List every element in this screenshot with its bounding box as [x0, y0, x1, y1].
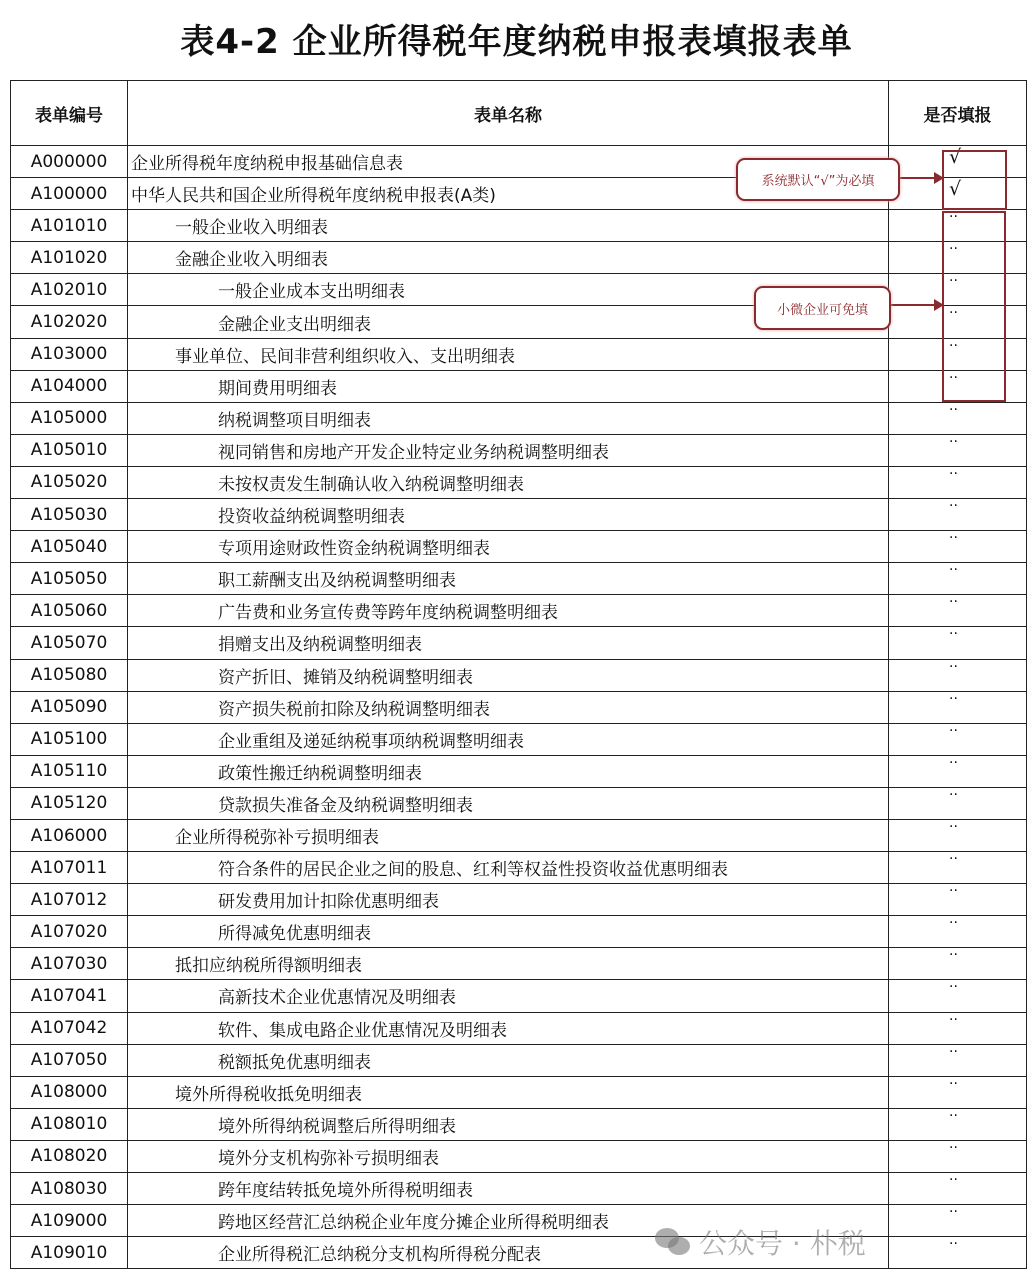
- form-code: A108000: [11, 1076, 128, 1108]
- table-row: [11, 1140, 1027, 1172]
- table-row: [11, 466, 1027, 498]
- form-name: 中华人民共和国企业所得税年度纳税申报表(A类): [128, 178, 889, 210]
- table-row: [11, 1108, 1027, 1140]
- form-name: 符合条件的居民企业之间的股息、红利等权益性投资收益优惠明细表: [128, 852, 889, 884]
- form-name: 资产损失税前扣除及纳税调整明细表: [128, 691, 889, 723]
- required-arrow-icon: [900, 177, 942, 179]
- fill-status: ··: [889, 1173, 1027, 1205]
- form-code: A107042: [11, 1012, 128, 1044]
- form-code: A100000: [11, 178, 128, 210]
- fill-status: ··: [889, 1076, 1027, 1108]
- form-code: A109010: [11, 1237, 128, 1269]
- form-code: A105060: [11, 595, 128, 627]
- fill-status: ··: [889, 884, 1027, 916]
- table-row: [11, 499, 1027, 531]
- form-name: 抵扣应纳税所得额明细表: [128, 948, 889, 980]
- table-row: [11, 819, 1027, 851]
- fill-status: ··: [889, 274, 1027, 306]
- fill-status: ··: [889, 852, 1027, 884]
- form-name: 投资收益纳税调整明细表: [128, 499, 889, 531]
- form-name: 税额抵免优惠明细表: [128, 1044, 889, 1076]
- header-name: 表单名称: [128, 81, 889, 146]
- fill-status: ··: [889, 499, 1027, 531]
- form-name: 研发费用加计扣除优惠明细表: [128, 884, 889, 916]
- fill-status: ··: [889, 466, 1027, 498]
- fill-status: ··: [889, 370, 1027, 402]
- table-row: [11, 402, 1027, 434]
- header-code: 表单编号: [11, 81, 128, 146]
- form-name: 纳税调整项目明细表: [128, 402, 889, 434]
- fill-status: ··: [889, 627, 1027, 659]
- form-name: 软件、集成电路企业优惠情况及明细表: [128, 1012, 889, 1044]
- table-row: [11, 787, 1027, 819]
- form-name: 专项用途财政性资金纳税调整明细表: [128, 531, 889, 563]
- table-row: [11, 1044, 1027, 1076]
- fill-status: ··: [889, 306, 1027, 338]
- form-code: A106000: [11, 819, 128, 851]
- form-name: 企业所得税弥补亏损明细表: [128, 819, 889, 851]
- form-name: 跨年度结转抵免境外所得税明细表: [128, 1173, 889, 1205]
- table-row: [11, 563, 1027, 595]
- form-code: A101020: [11, 242, 128, 274]
- form-name: 企业所得税年度纳税申报基础信息表: [128, 146, 889, 178]
- required-callout: 系统默认“√”为必填: [736, 158, 900, 201]
- form-code: A108020: [11, 1140, 128, 1172]
- exempt-callout: 小微企业可免填: [754, 286, 891, 330]
- fill-status: ··: [889, 659, 1027, 691]
- table-row: [11, 755, 1027, 787]
- form-code: A104000: [11, 370, 128, 402]
- table-row: [11, 434, 1027, 466]
- table-row: [11, 1173, 1027, 1205]
- form-name: 资产折旧、摊销及纳税调整明细表: [128, 659, 889, 691]
- table-row: [11, 1205, 1027, 1237]
- form-code: A105000: [11, 402, 128, 434]
- form-code: A107011: [11, 852, 128, 884]
- fill-status: ··: [889, 531, 1027, 563]
- table-row: [11, 691, 1027, 723]
- form-name: 境外分支机构弥补亏损明细表: [128, 1140, 889, 1172]
- form-name: 职工薪酬支出及纳税调整明细表: [128, 563, 889, 595]
- form-name: 捐赠支出及纳税调整明细表: [128, 627, 889, 659]
- form-name: 期间费用明细表: [128, 370, 889, 402]
- fill-status: ··: [889, 1012, 1027, 1044]
- fill-status: ··: [889, 723, 1027, 755]
- form-code: A105110: [11, 755, 128, 787]
- form-code: A000000: [11, 146, 128, 178]
- table-row: [11, 980, 1027, 1012]
- required-highlight-box: [942, 150, 1007, 210]
- fill-status: √: [889, 146, 1027, 178]
- table-row: [11, 531, 1027, 563]
- exempt-highlight-box: [942, 211, 1006, 402]
- form-name: 事业单位、民间非营利组织收入、支出明细表: [128, 338, 889, 370]
- form-code: A107012: [11, 884, 128, 916]
- fill-status: ··: [889, 210, 1027, 242]
- fill-status: ··: [889, 819, 1027, 851]
- form-name: 跨地区经营汇总纳税企业年度分摊企业所得税明细表: [128, 1205, 889, 1237]
- table-row: [11, 338, 1027, 370]
- form-code: A107041: [11, 980, 128, 1012]
- form-code: A107050: [11, 1044, 128, 1076]
- fill-status: ··: [889, 402, 1027, 434]
- table-row: [11, 595, 1027, 627]
- form-name: 境外所得纳税调整后所得明细表: [128, 1108, 889, 1140]
- fill-status: ··: [889, 242, 1027, 274]
- table-header-row: [11, 81, 1027, 146]
- form-code: A108010: [11, 1108, 128, 1140]
- table-row: [11, 242, 1027, 274]
- form-code: A105050: [11, 563, 128, 595]
- fill-status: ··: [889, 691, 1027, 723]
- form-name: 金融企业支出明细表: [128, 306, 889, 338]
- page-title: 表4-2 企业所得税年度纳税申报表填报表单: [180, 22, 853, 62]
- fill-status: ··: [889, 755, 1027, 787]
- fill-status: ··: [889, 787, 1027, 819]
- form-code: A105100: [11, 723, 128, 755]
- fill-status: ··: [889, 1140, 1027, 1172]
- form-name: 一般企业成本支出明细表: [128, 274, 889, 306]
- table-row: [11, 723, 1027, 755]
- table-row: [11, 916, 1027, 948]
- form-code: A105080: [11, 659, 128, 691]
- form-table: [10, 80, 1027, 1269]
- form-code: A105120: [11, 787, 128, 819]
- exempt-arrow-icon: [891, 304, 942, 306]
- form-name: 视同销售和房地产开发企业特定业务纳税调整明细表: [128, 434, 889, 466]
- form-code: A105070: [11, 627, 128, 659]
- form-name: 未按权责发生制确认收入纳税调整明细表: [128, 466, 889, 498]
- table-row: [11, 1012, 1027, 1044]
- form-code: A105020: [11, 466, 128, 498]
- table-row: [11, 370, 1027, 402]
- watermark-text: 公众号 · 朴税: [699, 1227, 866, 1260]
- table-row: [11, 627, 1027, 659]
- form-code: A109000: [11, 1205, 128, 1237]
- form-name: 政策性搬迁纳税调整明细表: [128, 755, 889, 787]
- form-code: A105090: [11, 691, 128, 723]
- table-row: [11, 659, 1027, 691]
- table-row: [11, 1076, 1027, 1108]
- fill-status: ··: [889, 916, 1027, 948]
- form-name: 企业重组及递延纳税事项纳税调整明细表: [128, 723, 889, 755]
- fill-status: ··: [889, 563, 1027, 595]
- form-name: 所得减免优惠明细表: [128, 916, 889, 948]
- form-name: 金融企业收入明细表: [128, 242, 889, 274]
- form-code: A108030: [11, 1173, 128, 1205]
- form-code: A107020: [11, 916, 128, 948]
- form-name: 高新技术企业优惠情况及明细表: [128, 980, 889, 1012]
- watermark: [655, 1222, 866, 1262]
- header-fill: 是否填报: [889, 81, 1027, 146]
- table-row: [11, 948, 1027, 980]
- form-code: A105030: [11, 499, 128, 531]
- form-name: 境外所得税收抵免明细表: [128, 1076, 889, 1108]
- fill-status: ··: [889, 595, 1027, 627]
- form-code: A105010: [11, 434, 128, 466]
- form-code: A103000: [11, 338, 128, 370]
- form-name: 企业所得税汇总纳税分支机构所得税分配表: [128, 1237, 889, 1269]
- form-name: 贷款损失准备金及纳税调整明细表: [128, 787, 889, 819]
- table-row: [11, 210, 1027, 242]
- form-name: 广告费和业务宣传费等跨年度纳税调整明细表: [128, 595, 889, 627]
- form-code: A102010: [11, 274, 128, 306]
- form-code: A101010: [11, 210, 128, 242]
- table-row: [11, 884, 1027, 916]
- table-row: [11, 1237, 1027, 1269]
- fill-status: √: [889, 178, 1027, 210]
- fill-status: ··: [889, 1237, 1027, 1269]
- form-code: A107030: [11, 948, 128, 980]
- fill-status: ··: [889, 338, 1027, 370]
- fill-status: ··: [889, 948, 1027, 980]
- fill-status: ··: [889, 980, 1027, 1012]
- form-code: A102020: [11, 306, 128, 338]
- wechat-icon: [655, 1228, 691, 1256]
- form-code: A105040: [11, 531, 128, 563]
- fill-status: ··: [889, 1108, 1027, 1140]
- fill-status: ··: [889, 1205, 1027, 1237]
- fill-status: ··: [889, 434, 1027, 466]
- table-row: [11, 852, 1027, 884]
- form-name: 一般企业收入明细表: [128, 210, 889, 242]
- fill-status: ··: [889, 1044, 1027, 1076]
